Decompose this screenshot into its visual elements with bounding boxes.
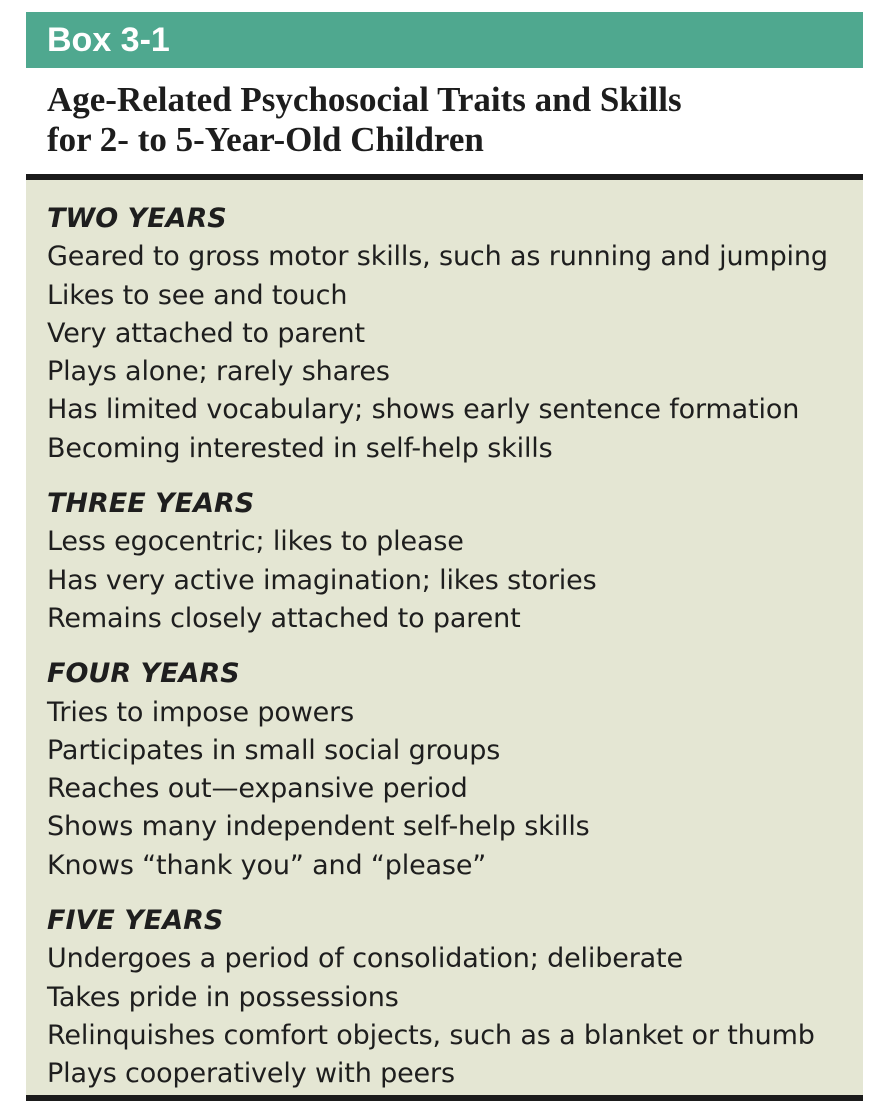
trait-item: Reaches out—expansive period: [47, 773, 468, 805]
section-heading: THREE YEARS: [47, 488, 255, 520]
box-title: [47, 80, 847, 160]
section-heading: TWO YEARS: [47, 203, 227, 234]
trait-item: Tries to impose powers: [47, 696, 355, 728]
trait-list: [47, 694, 857, 885]
trait-item: Likes to see and touch: [47, 279, 348, 311]
trait-item: Participates in small social groups: [47, 734, 501, 766]
trait-list: [47, 238, 857, 468]
trait-item: Remains closely attached to parent: [47, 602, 521, 634]
info-box: [26, 12, 863, 1108]
age-sections: [47, 200, 857, 1111]
trait-list: [47, 523, 857, 638]
trait-item: Very attached to parent: [47, 317, 365, 349]
trait-item: Undergoes a period of consolidation; deliberate: [47, 943, 683, 975]
box-title-line-2: for 2- to 5-Year-Old Children: [47, 120, 484, 159]
box-title-line-1: Age-Related Psychosocial Traits and Skills: [47, 80, 682, 119]
box-header-bar: [26, 12, 863, 68]
trait-item: Plays alone; rarely shares: [47, 356, 390, 388]
section-heading: FOUR YEARS: [47, 658, 240, 690]
box-label: Box 3-1: [47, 21, 170, 59]
trait-item: Plays cooperatively with peers: [47, 1058, 455, 1090]
trait-item: Knows “thank you” and “please”: [47, 849, 487, 881]
section-two-years: [47, 200, 857, 468]
trait-item: Less egocentric; likes to please: [47, 526, 464, 558]
trait-item: Has limited vocabulary; shows early sentence formation: [47, 394, 800, 426]
section-heading: FIVE YEARS: [47, 905, 224, 937]
trait-item: Takes pride in possessions: [47, 981, 399, 1013]
section-three-years: [47, 485, 857, 638]
trait-list: [47, 940, 857, 1093]
trait-item: Becoming interested in self-help skills: [47, 432, 553, 464]
box-content-panel: [26, 174, 863, 1101]
section-five-years: [47, 902, 857, 1093]
trait-item: Shows many independent self-help skills: [47, 811, 590, 843]
trait-item: Has very active imagination; likes stories: [47, 564, 597, 596]
trait-item: Relinquishes comfort objects, such as a blanket or thumb: [47, 1019, 815, 1051]
section-four-years: [47, 655, 857, 885]
trait-item: Geared to gross motor skills, such as running and jumping: [47, 241, 828, 273]
